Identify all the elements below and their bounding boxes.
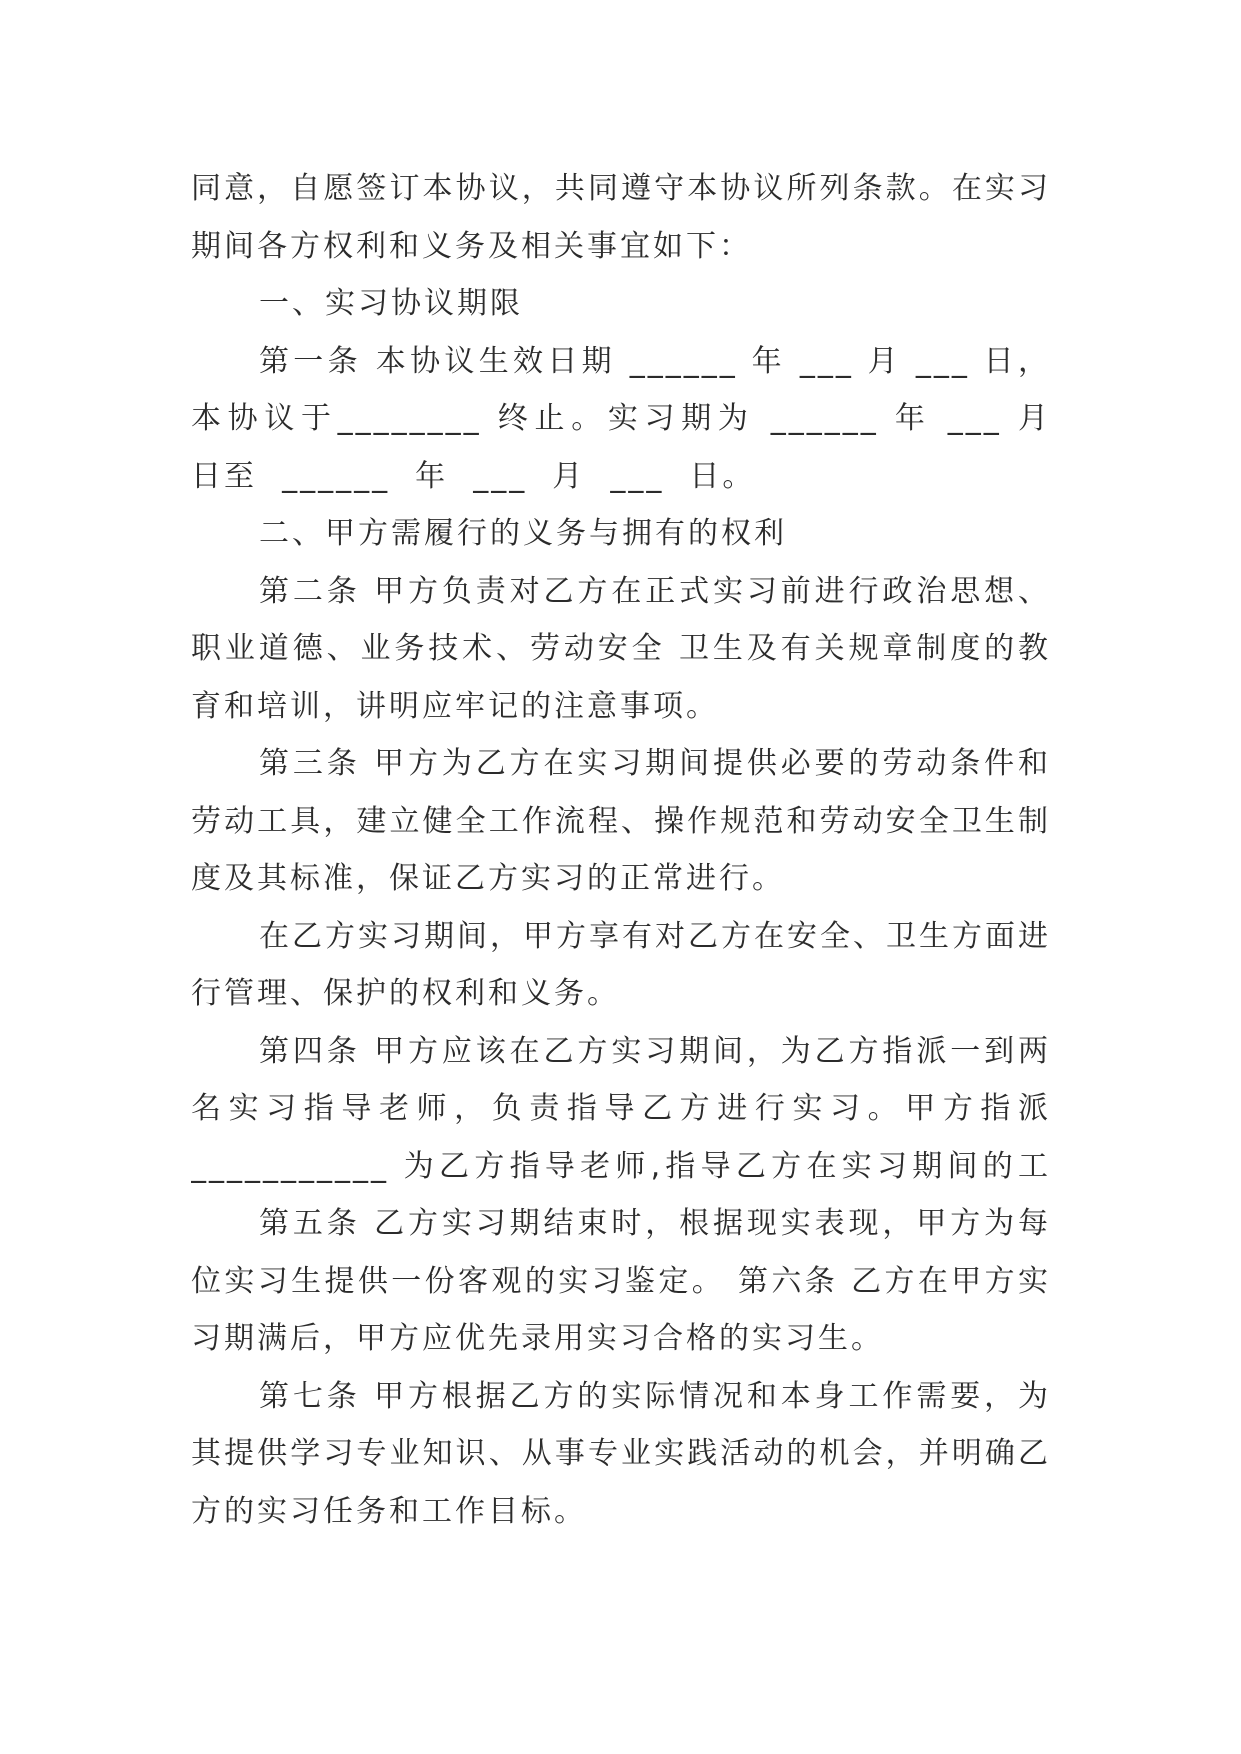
text-line: 育和培训，讲明应牢记的注意事项。 <box>191 688 719 724</box>
text-line: 职业道德、业务技术、劳动安全 卫生及有关规章制度的教 <box>191 631 1051 666</box>
text-line: 期间各方权利和义务及相关事宜如下： <box>191 228 752 264</box>
section-heading: 一、实习协议期限 <box>259 286 523 321</box>
text-line: 日至 ______ 年 ___ 月 ___ 日。 <box>191 458 756 494</box>
text-line: 在乙方实习期间，甲方享有对乙方在安全、卫生方面进 <box>259 918 1051 954</box>
text-line: 行管理、保护的权利和义务。 <box>191 976 620 1011</box>
text-line: 位实习生提供一份客观的实习鉴定。 第六条 乙方在甲方实 <box>191 1263 1051 1299</box>
text-line: 第五条 乙方实习期结束时，根据现实表现，甲方为每 <box>259 1206 1051 1241</box>
text-line: 习期满后，甲方应优先录用实习合格的实习生。 <box>191 1321 884 1356</box>
text-line: 第一条 本协议生效日期 ______ 年 ___ 月 ___ 日， <box>259 343 1051 379</box>
text-line: ___________ 为乙方指导老师,指导乙方在实习期间的工 <box>191 1148 1051 1184</box>
text-line: 其提供学习专业知识、从事专业实践活动的机会，并明确乙 <box>191 1436 1051 1471</box>
text-line: 方的实习任务和工作目标。 <box>191 1493 587 1529</box>
text-line: 第三条 甲方为乙方在实习期间提供必要的劳动条件和 <box>259 746 1051 781</box>
document-body <box>191 160 1051 1540</box>
text-line: 第二条 甲方负责对乙方在正式实习前进行政治思想、 <box>259 573 1051 609</box>
text-line: 名实习指导老师，负责指导乙方进行实习。甲方指派 <box>191 1091 1051 1126</box>
text-line: 劳动工具，建立健全工作流程、操作规范和劳动安全卫生制 <box>191 803 1051 839</box>
text-line: 度及其标准，保证乙方实习的正常进行。 <box>191 861 785 896</box>
text-line: 第七条 甲方根据乙方的实际情况和本身工作需要，为 <box>259 1378 1051 1414</box>
text-line: 同意，自愿签订本协议，共同遵守本协议所列条款。在实习 <box>191 171 1051 206</box>
text-line: 本协议于________ 终止。实习期为 ______ 年 ___ 月 <box>191 401 1051 436</box>
text-line: 第四条 甲方应该在乙方实习期间，为乙方指派一到两 <box>259 1033 1051 1069</box>
section-heading: 二、甲方需履行的义务与拥有的权利 <box>259 516 787 551</box>
